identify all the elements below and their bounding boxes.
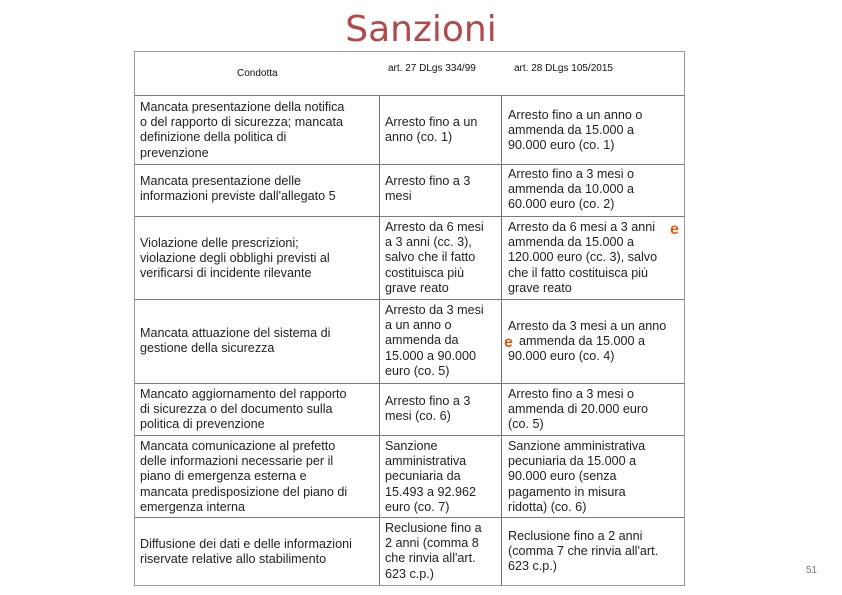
cell-line: Mancata presentazione della notifica bbox=[140, 100, 345, 114]
cell-line: 15.493 a 92.962 bbox=[385, 484, 477, 499]
cell-line: a un anno o bbox=[385, 318, 452, 333]
cell-line: pagamento in misura bbox=[508, 484, 626, 499]
cell-line: (comma 7 che rinvia all'art. bbox=[508, 544, 659, 559]
cell-line: Mancata comunicazione al prefetto bbox=[140, 439, 336, 453]
art27-cell bbox=[381, 391, 501, 427]
art27-cell bbox=[381, 518, 501, 585]
cell-line: Violazione delle prescrizioni; bbox=[140, 236, 299, 250]
header-art27: art. 27 DLgs 334/99 bbox=[388, 63, 476, 74]
cell-line: ammenda di 20.000 euro bbox=[508, 402, 649, 417]
sanctions-table bbox=[134, 51, 685, 586]
cell-line: 90.000 euro (co. 1) bbox=[508, 138, 615, 153]
highlight-e-mark: e bbox=[670, 221, 679, 238]
cell-line: Arresto da 3 mesi bbox=[385, 303, 484, 317]
cell-line: grave reato bbox=[385, 280, 449, 295]
art27-cell bbox=[381, 300, 501, 382]
cell-line: ammenda da 10.000 a bbox=[508, 182, 635, 197]
art28-cell bbox=[504, 105, 683, 157]
cell-line: Arresto fino a un anno o bbox=[508, 108, 643, 122]
cell-line: Sanzione amministrativa bbox=[508, 439, 646, 453]
cell-line: 120.000 euro (cc. 3), salvo bbox=[508, 250, 658, 265]
cell-line: Mancato aggiornamento del rapporto bbox=[140, 387, 347, 401]
cell-line: (co. 5) bbox=[508, 417, 544, 432]
page-number: 51 bbox=[806, 565, 818, 576]
cell-line: emergenza interna bbox=[140, 499, 246, 514]
slide-title: Sanzioni bbox=[345, 9, 497, 50]
cell-line: o del rapporto di sicurezza; mancata bbox=[140, 115, 344, 130]
header-condotta: Condotta bbox=[237, 68, 278, 79]
cell-line: Arresto fino a 3 bbox=[385, 394, 471, 408]
art28-cell bbox=[504, 526, 683, 578]
cell-line: Arresto da 3 mesi a un anno bbox=[508, 319, 667, 333]
art28-cell bbox=[504, 436, 683, 518]
table-row bbox=[135, 436, 684, 517]
cell-line: che rinvia all'art. bbox=[385, 551, 476, 566]
cell-line: mesi bbox=[385, 189, 412, 204]
cell-line: gestione della sicurezza bbox=[140, 341, 275, 356]
cell-line: 623 c.p.) bbox=[385, 566, 435, 581]
cell-line: informazioni previste dall'allegato 5 bbox=[140, 189, 336, 204]
cell-line: ammenda da 15.000 a bbox=[508, 235, 635, 250]
cell-line: Diffusione dei dati e delle informazioni bbox=[140, 537, 352, 551]
art28-cell bbox=[504, 217, 683, 299]
conduct-cell bbox=[136, 97, 379, 164]
table-row bbox=[135, 300, 684, 383]
cell-line: 90.000 euro (co. 4) bbox=[508, 349, 615, 364]
cell-line: Arresto da 6 mesi a 3 anni bbox=[508, 220, 656, 234]
art28-cell bbox=[504, 164, 683, 216]
cell-line: prevenzione bbox=[140, 145, 209, 160]
cell-line: pecuniaria da 15.000 a bbox=[508, 454, 637, 469]
cell-line: costituisca più bbox=[385, 265, 465, 280]
table-row bbox=[135, 217, 684, 299]
cell-line: 2 anni (comma 8 bbox=[385, 536, 479, 551]
conduct-cell bbox=[136, 233, 379, 285]
cell-line: pecuniaria da bbox=[385, 469, 461, 484]
cell-line: ammenda da 15.000 a bbox=[519, 334, 646, 349]
cell-line: 60.000 euro (co. 2) bbox=[508, 197, 615, 212]
cell-line: salvo che il fatto bbox=[385, 250, 476, 265]
cell-line: Arresto fino a 3 bbox=[385, 174, 471, 188]
cell-line: piano di emergenza esterna e bbox=[140, 469, 307, 484]
cell-line: Reclusione fino a 2 anni bbox=[508, 529, 643, 543]
cell-line: politica di prevenzione bbox=[140, 417, 265, 432]
art27-cell bbox=[381, 217, 501, 299]
cell-line: riservate relative allo stabilimento bbox=[140, 552, 327, 567]
cell-line: Arresto fino a un bbox=[385, 115, 478, 129]
table-row bbox=[135, 165, 684, 216]
highlight-e-mark: e bbox=[504, 334, 513, 351]
table-row bbox=[135, 384, 684, 435]
art28-cell bbox=[504, 384, 683, 436]
table-header bbox=[135, 52, 684, 95]
cell-line: Sanzione bbox=[385, 439, 438, 453]
cell-line: Mancata attuazione del sistema di bbox=[140, 326, 331, 340]
cell-line: violazione degli obblighi previsti al bbox=[140, 251, 330, 266]
cell-line: a 3 anni (cc. 3), bbox=[385, 235, 472, 250]
cell-line: delle informazioni necessarie per il bbox=[140, 454, 334, 469]
cell-line: che il fatto costituisca più bbox=[508, 265, 649, 280]
cell-line: ammenda da bbox=[385, 333, 459, 348]
cell-line: anno (co. 1) bbox=[385, 130, 453, 145]
art27-cell bbox=[381, 171, 501, 207]
conduct-cell bbox=[136, 436, 379, 518]
cell-line: 15.000 a 90.000 bbox=[385, 348, 477, 363]
art28-cell bbox=[504, 316, 683, 368]
cell-line: Mancata presentazione delle bbox=[140, 174, 302, 188]
cell-line: euro (co. 5) bbox=[385, 363, 450, 378]
cell-line: mancata predisposizione del piano di bbox=[140, 484, 348, 499]
cell-line: Arresto fino a 3 mesi o bbox=[508, 167, 634, 181]
conduct-cell bbox=[136, 534, 379, 570]
cell-line: amministrativa bbox=[385, 454, 467, 469]
art27-cell bbox=[381, 436, 501, 518]
cell-line: mesi (co. 6) bbox=[385, 409, 451, 424]
cell-line: 90.000 euro (senza bbox=[508, 469, 617, 484]
conduct-cell bbox=[136, 384, 379, 436]
table-row bbox=[135, 96, 684, 164]
cell-line: grave reato bbox=[508, 280, 572, 295]
conduct-cell bbox=[136, 323, 379, 359]
header-art28: art. 28 DLgs 105/2015 bbox=[514, 63, 613, 74]
art27-cell bbox=[381, 112, 501, 148]
cell-line: ammenda da 15.000 a bbox=[508, 123, 635, 138]
cell-line: ridotta) (co. 6) bbox=[508, 499, 587, 514]
cell-line: definizione della politica di bbox=[140, 130, 287, 145]
cell-line: Arresto fino a 3 mesi o bbox=[508, 387, 634, 401]
table-row bbox=[135, 518, 684, 586]
cell-line: di sicurezza o del documento sulla bbox=[140, 402, 333, 417]
conduct-cell bbox=[136, 171, 379, 207]
cell-line: 623 c.p.) bbox=[508, 559, 558, 574]
cell-line: verificarsi di incidente rilevante bbox=[140, 266, 312, 281]
cell-line: Arresto da 6 mesi bbox=[385, 220, 484, 234]
cell-line: Reclusione fino a bbox=[385, 521, 482, 535]
cell-line: euro (co. 7) bbox=[385, 499, 450, 514]
